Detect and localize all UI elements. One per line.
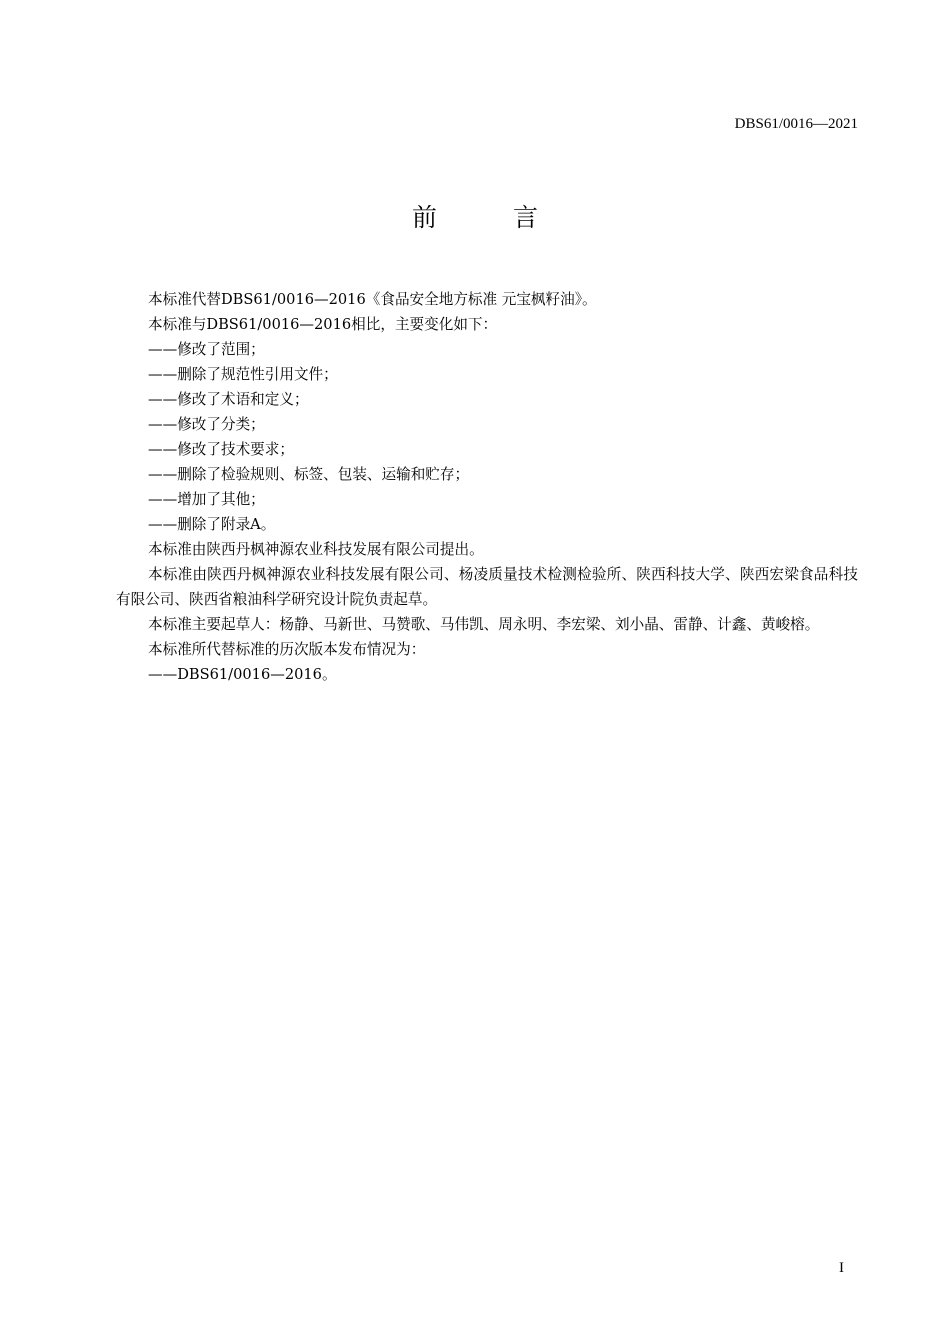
paragraph-drafters: 本标准主要起草人：杨静、马新世、马赞歌、马伟凯、周永明、李宏梁、刘小晶、雷静、计鑫、黄峻榕。 — [148, 616, 820, 633]
paragraph-replacement-statement: 本标准代替DBS61/0016—2016《食品安全地方标准 元宝枫籽油》。 — [148, 291, 597, 308]
paragraph-changes-intro: 本标准与DBS61/0016—2016相比，主要变化如下： — [148, 316, 498, 333]
change-item-others-added: ——增加了其他； — [148, 491, 265, 508]
change-item-classification: ——修改了分类； — [148, 416, 265, 433]
standard-code: DBS61/0016—2021 — [734, 116, 858, 132]
change-item-technical-requirements: ——修改了技术要求； — [148, 441, 294, 458]
paragraph-drafting-units: 本标准由陕西丹枫神源农业科技发展有限公司、杨凌质量技术检测检验所、陕西科技大学、陕西宏梁食品科技有限公司、陕西省粮油科学研究设计院负责起草。 — [116, 566, 858, 608]
previous-version-item: ——DBS61/0016—2016。 — [148, 666, 337, 683]
change-item-scope: ——修改了范围； — [148, 341, 265, 358]
change-item-terms-definitions: ——修改了术语和定义； — [148, 391, 309, 408]
change-item-normative-references: ——删除了规范性引用文件； — [148, 366, 338, 383]
page-title: 前 言 — [412, 203, 572, 232]
paragraph-previous-versions-intro: 本标准所代替标准的历次版本发布情况为： — [148, 641, 426, 658]
page-number: I — [839, 1260, 844, 1276]
change-item-appendix-removed: ——删除了附录A。 — [148, 516, 276, 533]
document-body — [116, 287, 858, 687]
change-item-inspection-labeling: ——删除了检验规则、标签、包装、运输和贮存； — [148, 466, 470, 483]
paragraph-proposer: 本标准由陕西丹枫神源农业科技发展有限公司提出。 — [148, 541, 484, 558]
